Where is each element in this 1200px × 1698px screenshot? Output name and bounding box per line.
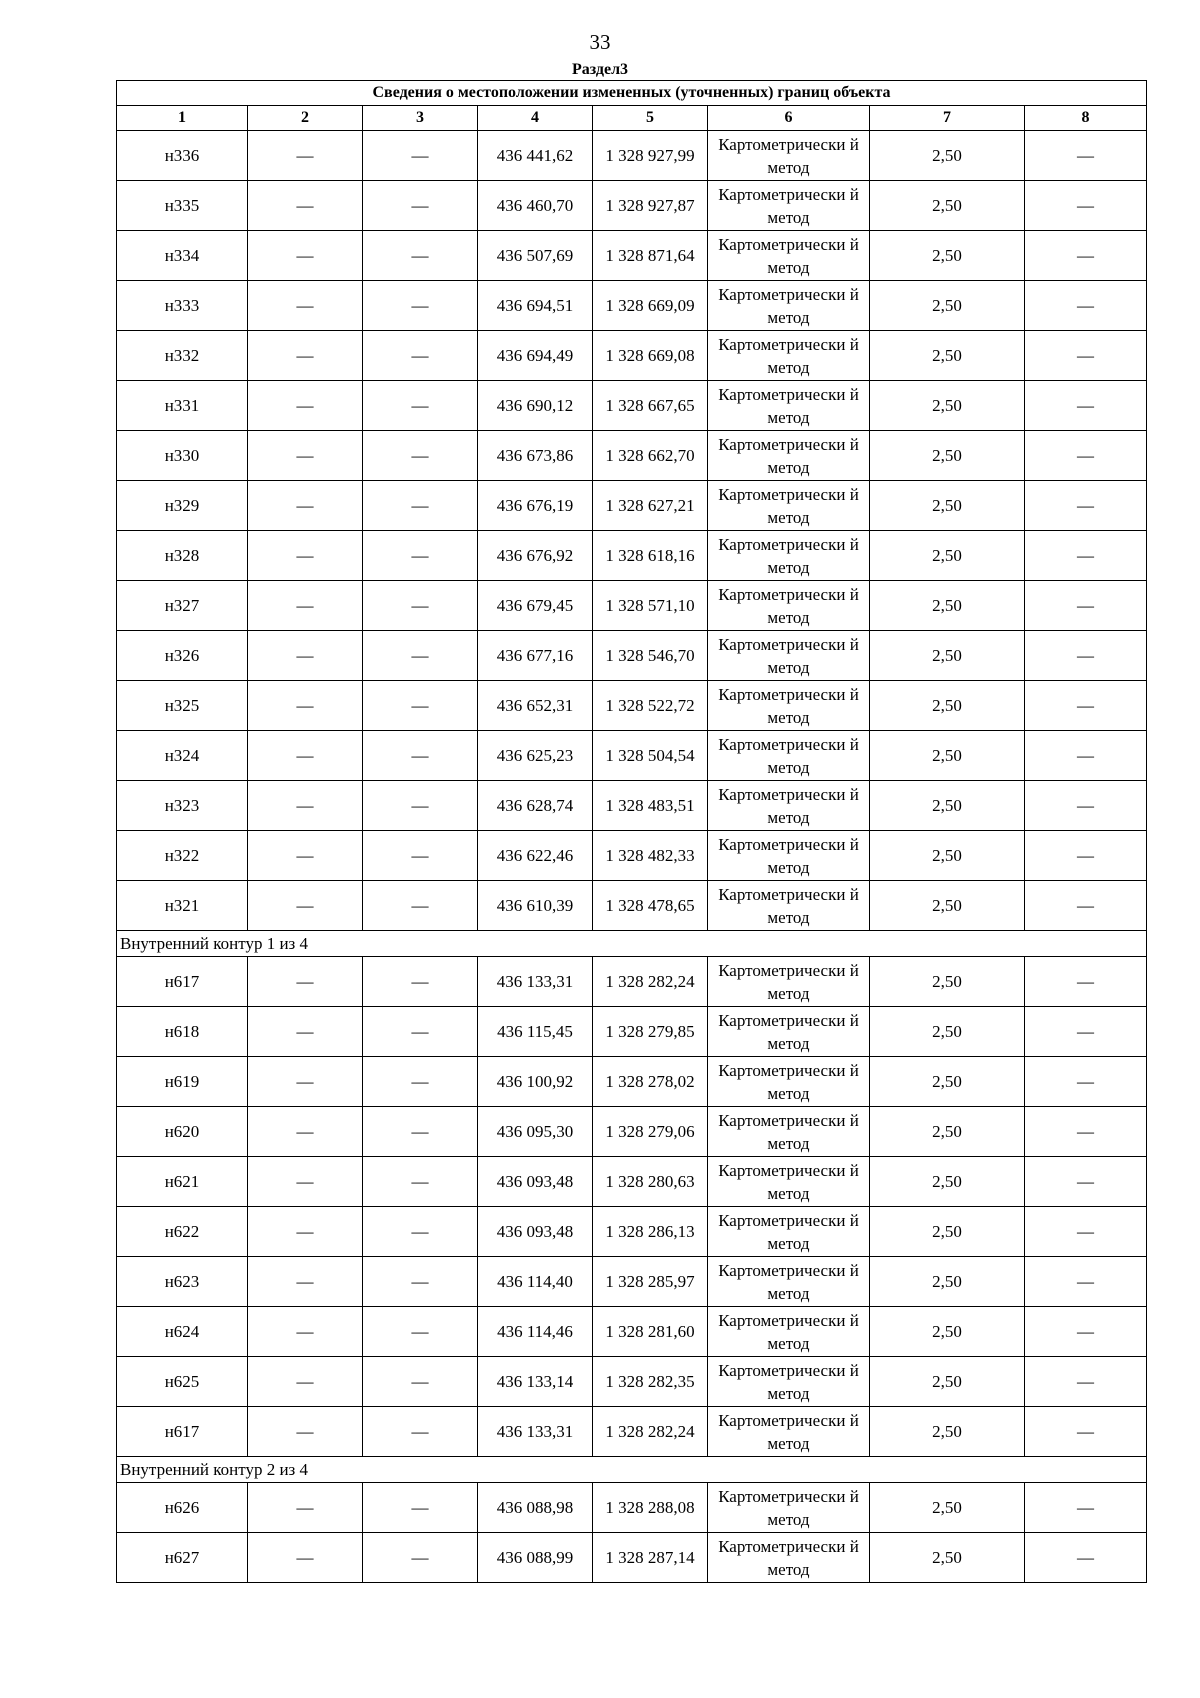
column-2-cell: — [248, 331, 363, 381]
table-row [117, 1007, 1147, 1057]
accuracy-cell: 2,50 [870, 481, 1025, 531]
table-row [117, 731, 1147, 781]
table-row [117, 581, 1147, 631]
column-3-cell: — [363, 681, 478, 731]
table-row [117, 831, 1147, 881]
point-number-cell: н626 [117, 1483, 248, 1533]
column-3-cell: — [363, 231, 478, 281]
column-8-cell: — [1025, 1107, 1147, 1157]
y-coordinate-cell: 1 328 627,21 [593, 481, 708, 531]
accuracy-cell: 2,50 [870, 1357, 1025, 1407]
column-3-cell: — [363, 331, 478, 381]
column-3-cell: — [363, 731, 478, 781]
x-coordinate-cell: 436 114,40 [478, 1257, 593, 1307]
column-8-cell: — [1025, 1533, 1147, 1583]
x-coordinate-cell: 436 625,23 [478, 731, 593, 781]
method-cell: Картометрически й метод [708, 431, 870, 481]
table-row [117, 231, 1147, 281]
column-2-cell: — [248, 1257, 363, 1307]
table-row [117, 631, 1147, 681]
point-number-cell: н617 [117, 957, 248, 1007]
column-8-cell: — [1025, 381, 1147, 431]
accuracy-cell: 2,50 [870, 957, 1025, 1007]
x-coordinate-cell: 436 676,92 [478, 531, 593, 581]
y-coordinate-cell: 1 328 286,13 [593, 1207, 708, 1257]
accuracy-cell: 2,50 [870, 781, 1025, 831]
column-3-cell: — [363, 1157, 478, 1207]
table-caption: Сведения о местоположении измененных (уточненных) границ объекта [117, 81, 1147, 106]
column-3-cell: — [363, 1207, 478, 1257]
column-8-cell: — [1025, 281, 1147, 331]
column-3-cell: — [363, 431, 478, 481]
column-2-cell: — [248, 181, 363, 231]
x-coordinate-cell: 436 622,46 [478, 831, 593, 881]
point-number-cell: н624 [117, 1307, 248, 1357]
column-8-cell: — [1025, 781, 1147, 831]
column-2-cell: — [248, 1407, 363, 1457]
x-coordinate-cell: 436 690,12 [478, 381, 593, 431]
table-row [117, 1533, 1147, 1583]
y-coordinate-cell: 1 328 662,70 [593, 431, 708, 481]
point-number-cell: н623 [117, 1257, 248, 1307]
y-coordinate-cell: 1 328 478,65 [593, 881, 708, 931]
column-8-cell: — [1025, 1007, 1147, 1057]
point-number-cell: н329 [117, 481, 248, 531]
column-header: 5 [593, 106, 708, 131]
column-8-cell: — [1025, 631, 1147, 681]
column-3-cell: — [363, 831, 478, 881]
method-cell: Картометрически й метод [708, 1007, 870, 1057]
point-number-cell: н327 [117, 581, 248, 631]
column-2-cell: — [248, 1007, 363, 1057]
x-coordinate-cell: 436 628,74 [478, 781, 593, 831]
method-cell: Картометрически й метод [708, 731, 870, 781]
table-row [117, 1307, 1147, 1357]
column-8-cell: — [1025, 731, 1147, 781]
method-cell: Картометрически й метод [708, 181, 870, 231]
point-number-cell: н325 [117, 681, 248, 731]
accuracy-cell: 2,50 [870, 1207, 1025, 1257]
column-3-cell: — [363, 481, 478, 531]
accuracy-cell: 2,50 [870, 1483, 1025, 1533]
column-8-cell: — [1025, 881, 1147, 931]
point-number-cell: н321 [117, 881, 248, 931]
y-coordinate-cell: 1 328 522,72 [593, 681, 708, 731]
point-number-cell: н627 [117, 1533, 248, 1583]
x-coordinate-cell: 436 088,98 [478, 1483, 593, 1533]
y-coordinate-cell: 1 328 282,35 [593, 1357, 708, 1407]
table-row [117, 681, 1147, 731]
column-2-cell: — [248, 1307, 363, 1357]
column-header: 3 [363, 106, 478, 131]
y-coordinate-cell: 1 328 669,09 [593, 281, 708, 331]
column-8-cell: — [1025, 481, 1147, 531]
column-header: 2 [248, 106, 363, 131]
method-cell: Картометрически й метод [708, 481, 870, 531]
column-2-cell: — [248, 481, 363, 531]
y-coordinate-cell: 1 328 278,02 [593, 1057, 708, 1107]
method-cell: Картометрически й метод [708, 1257, 870, 1307]
x-coordinate-cell: 436 610,39 [478, 881, 593, 931]
column-8-cell: — [1025, 831, 1147, 881]
page-number: 33 [589, 30, 611, 54]
accuracy-cell: 2,50 [870, 431, 1025, 481]
x-coordinate-cell: 436 652,31 [478, 681, 593, 731]
method-cell: Картометрически й метод [708, 1307, 870, 1357]
accuracy-cell: 2,50 [870, 381, 1025, 431]
y-coordinate-cell: 1 328 667,65 [593, 381, 708, 431]
method-cell: Картометрически й метод [708, 1107, 870, 1157]
column-header: 6 [708, 106, 870, 131]
y-coordinate-cell: 1 328 483,51 [593, 781, 708, 831]
y-coordinate-cell: 1 328 546,70 [593, 631, 708, 681]
x-coordinate-cell: 436 441,62 [478, 131, 593, 181]
table-row [117, 1483, 1147, 1533]
column-8-cell: — [1025, 131, 1147, 181]
table-row [117, 1057, 1147, 1107]
column-8-cell: — [1025, 1307, 1147, 1357]
column-8-cell: — [1025, 681, 1147, 731]
method-cell: Картометрически й метод [708, 957, 870, 1007]
accuracy-cell: 2,50 [870, 1307, 1025, 1357]
x-coordinate-cell: 436 133,14 [478, 1357, 593, 1407]
method-cell: Картометрически й метод [708, 1207, 870, 1257]
accuracy-cell: 2,50 [870, 231, 1025, 281]
column-3-cell: — [363, 631, 478, 681]
column-2-cell: — [248, 1357, 363, 1407]
accuracy-cell: 2,50 [870, 131, 1025, 181]
table-row [117, 957, 1147, 1007]
y-coordinate-cell: 1 328 482,33 [593, 831, 708, 881]
y-coordinate-cell: 1 328 287,14 [593, 1533, 708, 1583]
accuracy-cell: 2,50 [870, 331, 1025, 381]
table-row [117, 1407, 1147, 1457]
table-row [117, 281, 1147, 331]
contour-label: Внутренний контур 2 из 4 [117, 1457, 1147, 1483]
accuracy-cell: 2,50 [870, 1257, 1025, 1307]
column-8-cell: — [1025, 1257, 1147, 1307]
method-cell: Картометрически й метод [708, 1057, 870, 1107]
table-row [117, 531, 1147, 581]
x-coordinate-cell: 436 679,45 [478, 581, 593, 631]
y-coordinate-cell: 1 328 280,63 [593, 1157, 708, 1207]
accuracy-cell: 2,50 [870, 181, 1025, 231]
y-coordinate-cell: 1 328 504,54 [593, 731, 708, 781]
point-number-cell: н328 [117, 531, 248, 581]
point-number-cell: н621 [117, 1157, 248, 1207]
column-2-cell: — [248, 681, 363, 731]
method-cell: Картометрически й метод [708, 531, 870, 581]
accuracy-cell: 2,50 [870, 1407, 1025, 1457]
point-number-cell: н619 [117, 1057, 248, 1107]
column-8-cell: — [1025, 331, 1147, 381]
column-2-cell: — [248, 231, 363, 281]
table-row [117, 1107, 1147, 1157]
column-3-cell: — [363, 1407, 478, 1457]
method-cell: Картометрически й метод [708, 331, 870, 381]
accuracy-cell: 2,50 [870, 1157, 1025, 1207]
column-2-cell: — [248, 1157, 363, 1207]
column-8-cell: — [1025, 1407, 1147, 1457]
column-header: 8 [1025, 106, 1147, 131]
column-8-cell: — [1025, 581, 1147, 631]
x-coordinate-cell: 436 694,51 [478, 281, 593, 331]
accuracy-cell: 2,50 [870, 1057, 1025, 1107]
point-number-cell: н330 [117, 431, 248, 481]
column-3-cell: — [363, 281, 478, 331]
accuracy-cell: 2,50 [870, 531, 1025, 581]
y-coordinate-cell: 1 328 282,24 [593, 957, 708, 1007]
point-number-cell: н336 [117, 131, 248, 181]
boundary-coordinates-table [116, 80, 1147, 1583]
column-3-cell: — [363, 131, 478, 181]
point-number-cell: н326 [117, 631, 248, 681]
y-coordinate-cell: 1 328 282,24 [593, 1407, 708, 1457]
point-number-cell: н620 [117, 1107, 248, 1157]
column-3-cell: — [363, 1357, 478, 1407]
table-row [117, 331, 1147, 381]
column-8-cell: — [1025, 181, 1147, 231]
column-header: 1 [117, 106, 248, 131]
y-coordinate-cell: 1 328 669,08 [593, 331, 708, 381]
x-coordinate-cell: 436 093,48 [478, 1157, 593, 1207]
x-coordinate-cell: 436 677,16 [478, 631, 593, 681]
column-2-cell: — [248, 1483, 363, 1533]
point-number-cell: н622 [117, 1207, 248, 1257]
column-2-cell: — [248, 131, 363, 181]
method-cell: Картометрически й метод [708, 1407, 870, 1457]
y-coordinate-cell: 1 328 571,10 [593, 581, 708, 631]
column-3-cell: — [363, 181, 478, 231]
accuracy-cell: 2,50 [870, 581, 1025, 631]
point-number-cell: н334 [117, 231, 248, 281]
y-coordinate-cell: 1 328 927,87 [593, 181, 708, 231]
accuracy-cell: 2,50 [870, 1533, 1025, 1583]
x-coordinate-cell: 436 676,19 [478, 481, 593, 531]
column-8-cell: — [1025, 1357, 1147, 1407]
accuracy-cell: 2,50 [870, 731, 1025, 781]
section-title: Раздел3 [571, 61, 629, 78]
y-coordinate-cell: 1 328 871,64 [593, 231, 708, 281]
x-coordinate-cell: 436 673,86 [478, 431, 593, 481]
column-header: 4 [478, 106, 593, 131]
column-2-cell: — [248, 431, 363, 481]
table-row [117, 1257, 1147, 1307]
x-coordinate-cell: 436 114,46 [478, 1307, 593, 1357]
column-3-cell: — [363, 781, 478, 831]
y-coordinate-cell: 1 328 279,06 [593, 1107, 708, 1157]
point-number-cell: н324 [117, 731, 248, 781]
table-row [117, 1157, 1147, 1207]
x-coordinate-cell: 436 100,92 [478, 1057, 593, 1107]
point-number-cell: н625 [117, 1357, 248, 1407]
column-8-cell: — [1025, 1157, 1147, 1207]
x-coordinate-cell: 436 095,30 [478, 1107, 593, 1157]
method-cell: Картометрически й метод [708, 631, 870, 681]
column-2-cell: — [248, 731, 363, 781]
point-number-cell: н618 [117, 1007, 248, 1057]
method-cell: Картометрически й метод [708, 1357, 870, 1407]
table-row [117, 381, 1147, 431]
x-coordinate-cell: 436 460,70 [478, 181, 593, 231]
column-8-cell: — [1025, 957, 1147, 1007]
column-8-cell: — [1025, 1057, 1147, 1107]
contour-label-row [117, 1457, 1147, 1483]
method-cell: Картометрически й метод [708, 231, 870, 281]
column-3-cell: — [363, 1307, 478, 1357]
column-2-cell: — [248, 1057, 363, 1107]
column-3-cell: — [363, 381, 478, 431]
column-2-cell: — [248, 581, 363, 631]
table-row [117, 1357, 1147, 1407]
column-2-cell: — [248, 531, 363, 581]
column-2-cell: — [248, 1533, 363, 1583]
column-3-cell: — [363, 1007, 478, 1057]
point-number-cell: н332 [117, 331, 248, 381]
column-2-cell: — [248, 1207, 363, 1257]
method-cell: Картометрически й метод [708, 831, 870, 881]
y-coordinate-cell: 1 328 927,99 [593, 131, 708, 181]
method-cell: Картометрически й метод [708, 681, 870, 731]
point-number-cell: н333 [117, 281, 248, 331]
method-cell: Картометрически й метод [708, 1483, 870, 1533]
y-coordinate-cell: 1 328 618,16 [593, 531, 708, 581]
method-cell: Картометрически й метод [708, 131, 870, 181]
point-number-cell: н617 [117, 1407, 248, 1457]
table-row [117, 881, 1147, 931]
column-3-cell: — [363, 1533, 478, 1583]
column-8-cell: — [1025, 531, 1147, 581]
table-row [117, 181, 1147, 231]
column-3-cell: — [363, 881, 478, 931]
x-coordinate-cell: 436 115,45 [478, 1007, 593, 1057]
column-3-cell: — [363, 1483, 478, 1533]
accuracy-cell: 2,50 [870, 281, 1025, 331]
x-coordinate-cell: 436 507,69 [478, 231, 593, 281]
contour-label-row [117, 931, 1147, 957]
column-2-cell: — [248, 957, 363, 1007]
table-row [117, 431, 1147, 481]
x-coordinate-cell: 436 694,49 [478, 331, 593, 381]
column-header: 7 [870, 106, 1025, 131]
column-8-cell: — [1025, 1483, 1147, 1533]
point-number-cell: н331 [117, 381, 248, 431]
column-8-cell: — [1025, 431, 1147, 481]
column-3-cell: — [363, 581, 478, 631]
accuracy-cell: 2,50 [870, 831, 1025, 881]
column-3-cell: — [363, 1257, 478, 1307]
x-coordinate-cell: 436 133,31 [478, 957, 593, 1007]
method-cell: Картометрически й метод [708, 1157, 870, 1207]
method-cell: Картометрически й метод [708, 881, 870, 931]
column-2-cell: — [248, 1107, 363, 1157]
y-coordinate-cell: 1 328 281,60 [593, 1307, 708, 1357]
accuracy-cell: 2,50 [870, 631, 1025, 681]
x-coordinate-cell: 436 093,48 [478, 1207, 593, 1257]
point-number-cell: н323 [117, 781, 248, 831]
column-3-cell: — [363, 957, 478, 1007]
x-coordinate-cell: 436 133,31 [478, 1407, 593, 1457]
column-3-cell: — [363, 1107, 478, 1157]
column-2-cell: — [248, 831, 363, 881]
y-coordinate-cell: 1 328 279,85 [593, 1007, 708, 1057]
table-row [117, 131, 1147, 181]
accuracy-cell: 2,50 [870, 1007, 1025, 1057]
column-2-cell: — [248, 381, 363, 431]
x-coordinate-cell: 436 088,99 [478, 1533, 593, 1583]
accuracy-cell: 2,50 [870, 681, 1025, 731]
y-coordinate-cell: 1 328 288,08 [593, 1483, 708, 1533]
column-3-cell: — [363, 531, 478, 581]
table-row [117, 1207, 1147, 1257]
column-8-cell: — [1025, 1207, 1147, 1257]
method-cell: Картометрически й метод [708, 781, 870, 831]
column-2-cell: — [248, 881, 363, 931]
column-2-cell: — [248, 781, 363, 831]
method-cell: Картометрически й метод [708, 1533, 870, 1583]
accuracy-cell: 2,50 [870, 881, 1025, 931]
method-cell: Картометрически й метод [708, 281, 870, 331]
column-2-cell: — [248, 631, 363, 681]
point-number-cell: н335 [117, 181, 248, 231]
column-header-row [117, 106, 1147, 131]
column-3-cell: — [363, 1057, 478, 1107]
method-cell: Картометрически й метод [708, 581, 870, 631]
accuracy-cell: 2,50 [870, 1107, 1025, 1157]
column-2-cell: — [248, 281, 363, 331]
table-row [117, 481, 1147, 531]
table-row [117, 781, 1147, 831]
y-coordinate-cell: 1 328 285,97 [593, 1257, 708, 1307]
column-8-cell: — [1025, 231, 1147, 281]
method-cell: Картометрически й метод [708, 381, 870, 431]
table-body [117, 131, 1147, 1583]
contour-label: Внутренний контур 1 из 4 [117, 931, 1147, 957]
point-number-cell: н322 [117, 831, 248, 881]
